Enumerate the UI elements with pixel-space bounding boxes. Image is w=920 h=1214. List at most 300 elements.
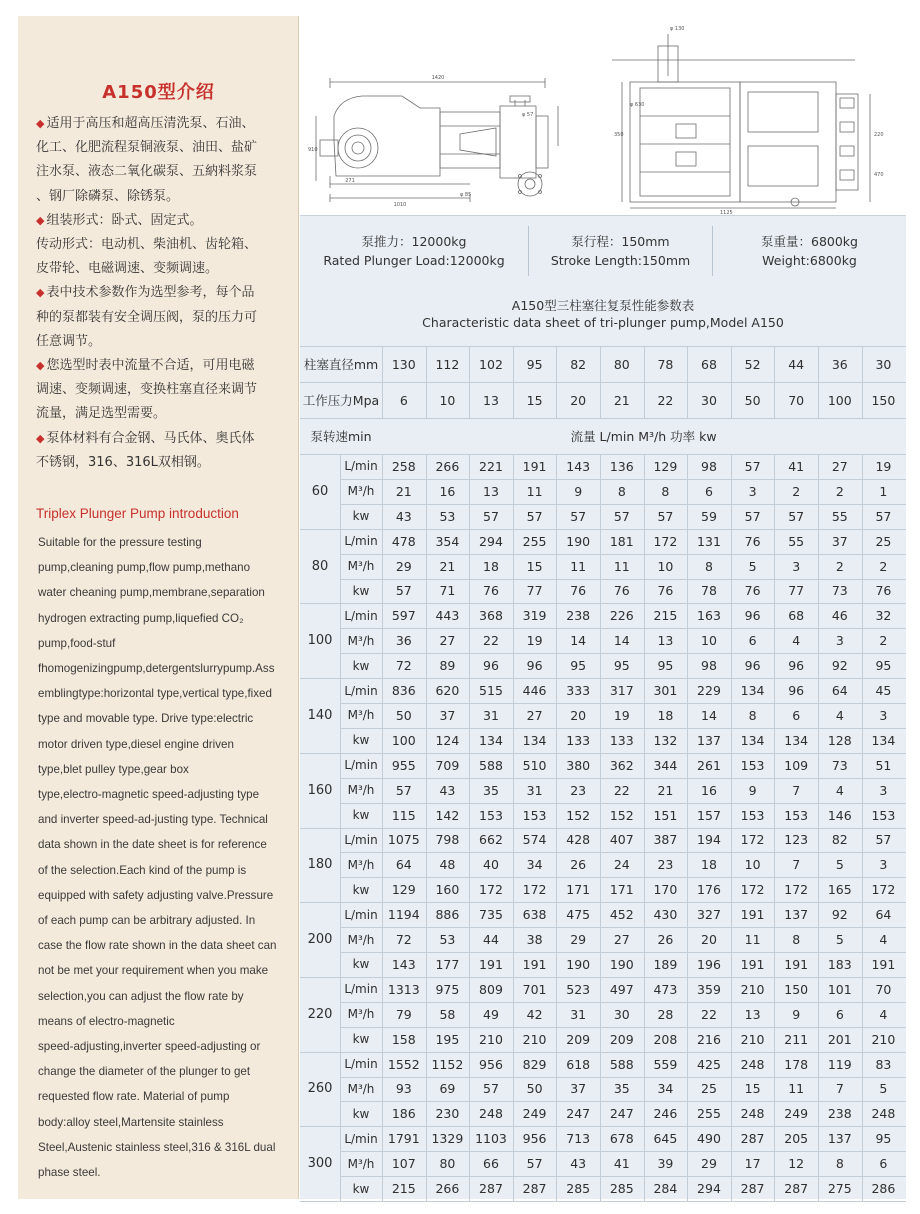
- table-title-cn: A150型三柱塞往复泵性能参数表: [511, 298, 695, 313]
- table-cell: 380: [566, 757, 591, 773]
- table-cell: 39: [657, 1156, 674, 1172]
- intro-cn-line: 任意调节。: [36, 333, 102, 349]
- table-cell: 76: [613, 583, 630, 599]
- table-cell: 2: [792, 483, 801, 499]
- table-cell: 95: [875, 658, 892, 674]
- table-cell: 76: [744, 583, 761, 599]
- table-cell: 73: [831, 583, 848, 599]
- table-cell: 26: [570, 857, 587, 873]
- table-cell: 5: [835, 857, 844, 873]
- intro-cn-line: ◆ 适用于高压和超高压清洗泵、石油、: [36, 112, 298, 136]
- working-pressure-cell: 13: [483, 392, 499, 408]
- table-cell: 13: [483, 483, 499, 499]
- table-cell: 172: [653, 533, 678, 549]
- table-cell: 44: [483, 932, 499, 948]
- table-cell: 829: [522, 1056, 547, 1072]
- table-cell: 57: [526, 1156, 543, 1172]
- table-cell: 22: [483, 633, 499, 649]
- table-cell: 8: [617, 483, 626, 499]
- table-cell: 247: [566, 1106, 591, 1122]
- table-cell: 27: [613, 932, 630, 948]
- table-cell: 8: [705, 558, 713, 574]
- table-cell: 287: [479, 1181, 503, 1197]
- pump-speed-cell: 140: [307, 707, 333, 723]
- dim-diameter-130: φ 130: [670, 26, 685, 32]
- table-cell: 95: [570, 658, 587, 674]
- table-cell: 31: [570, 1006, 587, 1022]
- plunger-diameter-cell: 44: [788, 356, 805, 372]
- table-cell: 18: [657, 707, 674, 723]
- table-cell: 713: [566, 1131, 591, 1147]
- table-cell: 266: [435, 1181, 460, 1197]
- unit-cell: M³/h: [347, 857, 375, 872]
- plunger-diameter-cell: 30: [875, 356, 892, 372]
- table-cell: 37: [831, 533, 848, 549]
- table-cell: 137: [697, 732, 721, 748]
- table-cell: 229: [697, 683, 721, 699]
- table-grid-line: [731, 454, 732, 1201]
- table-grid-line: [644, 346, 645, 418]
- table-cell: 523: [566, 981, 591, 997]
- table-cell: 238: [827, 1106, 852, 1122]
- table-cell: 3: [879, 857, 888, 873]
- table-cell: 574: [522, 832, 547, 848]
- table-cell: 6: [792, 707, 801, 723]
- table-cell: 14: [570, 633, 587, 649]
- table-title: [300, 297, 906, 331]
- intro-cn-line: 注水泵、液态二氧化碳泵、五納料浆泵: [36, 164, 258, 180]
- table-cell: 64: [875, 907, 892, 923]
- intro-en-line: hydrogen extracting pump,liquefied CO₂: [38, 611, 244, 625]
- table-cell: 428: [566, 832, 591, 848]
- table-cell: 170: [653, 882, 678, 898]
- table-cell: 190: [566, 956, 591, 972]
- dim-base-offset: 271: [345, 178, 355, 184]
- intro-en-line: type,electro-magnetic speed-adjusting type: [38, 788, 260, 802]
- table-cell: 176: [697, 882, 721, 898]
- table-cell: 107: [391, 1156, 416, 1172]
- table-cell: 133: [609, 732, 634, 748]
- table-cell: 57: [526, 508, 543, 524]
- table-cell: 57: [570, 508, 587, 524]
- table-cell: 285: [566, 1181, 591, 1197]
- table-cell: 189: [653, 956, 678, 972]
- table-cell: 1791: [387, 1131, 420, 1147]
- table-cell: 57: [657, 508, 674, 524]
- table-cell: 49: [483, 1006, 499, 1022]
- table-cell: 71: [439, 583, 456, 599]
- table-cell: 24: [613, 857, 630, 873]
- table-cell: 226: [609, 608, 634, 624]
- english-introduction: [38, 530, 308, 1185]
- table-cell: 76: [744, 533, 761, 549]
- table-cell: 6: [879, 1156, 888, 1172]
- table-cell: 211: [784, 1031, 809, 1047]
- table-cell: 362: [609, 757, 634, 773]
- table-cell: 191: [740, 907, 765, 923]
- table-cell: 134: [740, 683, 765, 699]
- table-cell: 165: [827, 882, 852, 898]
- table-cell: 327: [697, 907, 721, 923]
- intro-cn-line: 、钢厂除磷泵、除锈泵。: [36, 188, 180, 204]
- table-grid-line: [469, 454, 470, 1201]
- table-cell: 3: [792, 558, 801, 574]
- working-pressure-cell: 20: [570, 392, 587, 408]
- table-cell: 209: [566, 1031, 591, 1047]
- table-cell: 588: [609, 1056, 634, 1072]
- table-cell: 143: [566, 458, 591, 474]
- plunger-diameter-cell: 80: [613, 356, 630, 372]
- table-cell: 354: [435, 533, 460, 549]
- table-cell: 255: [697, 1106, 721, 1122]
- table-cell: 559: [653, 1056, 678, 1072]
- table-cell: 31: [526, 782, 543, 798]
- table-cell: 9: [792, 1006, 801, 1022]
- table-cell: 72: [395, 932, 412, 948]
- table-cell: 98: [701, 458, 717, 474]
- table-cell: 38: [526, 932, 543, 948]
- table-cell: 25: [875, 533, 892, 549]
- table-cell: 77: [788, 583, 805, 599]
- intro-en-line: selection,you can adjust the flow rate by: [38, 989, 244, 1003]
- dim-depth: 1125: [720, 210, 733, 216]
- table-cell: 210: [479, 1031, 503, 1047]
- working-pressure-cell: 70: [788, 392, 805, 408]
- table-cell: 4: [835, 782, 844, 798]
- dim-flange-height: 470: [874, 172, 884, 178]
- dim-diameter-630: φ 630: [630, 102, 645, 108]
- table-cell: 248: [740, 1056, 765, 1072]
- table-cell: 191: [479, 956, 503, 972]
- table-cell: 255: [522, 533, 547, 549]
- table-cell: 13: [744, 1006, 761, 1022]
- table-cell: 588: [479, 757, 503, 773]
- table-cell: 284: [653, 1181, 678, 1197]
- table-cell: 215: [391, 1181, 416, 1197]
- table-cell: 96: [526, 658, 543, 674]
- intro-en-line: case the flow rate shown in the data sheet can: [38, 939, 277, 953]
- working-pressure-cell: 50: [744, 392, 761, 408]
- intro-cn-line: 不锈钢，316、316L双相钢。: [36, 454, 210, 470]
- intro-cn-line: 调速、变频调速，变换柱塞直径来调节: [36, 382, 258, 398]
- table-cell: 43: [570, 1156, 587, 1172]
- table-cell: 208: [653, 1031, 678, 1047]
- table-cell: 190: [566, 533, 591, 549]
- table-cell: 497: [609, 981, 634, 997]
- spec-weight-en: Weight:6800kg: [762, 253, 857, 268]
- table-cell: 134: [871, 732, 896, 748]
- table-cell: 18: [483, 558, 499, 574]
- pump-speed-cell: 180: [307, 857, 333, 873]
- working-pressure-cell: 30: [701, 392, 717, 408]
- table-cell: 20: [570, 707, 587, 723]
- table-cell: 430: [653, 907, 678, 923]
- intro-en-line: means of electro-magnetic: [38, 1014, 175, 1028]
- working-pressure-label: 工作压力Mpa: [302, 393, 380, 408]
- table-cell: 2: [879, 633, 888, 649]
- table-cell: 82: [831, 832, 848, 848]
- table-cell: 5: [835, 932, 844, 948]
- table-cell: 92: [831, 658, 848, 674]
- table-cell: 29: [570, 932, 587, 948]
- table-cell: 15: [526, 558, 543, 574]
- table-cell: 2: [835, 558, 844, 574]
- table-grid-line: [862, 346, 863, 418]
- table-cell: 96: [483, 658, 499, 674]
- dim-flange-spacing: 220: [874, 132, 884, 138]
- table-cell: 4: [879, 1006, 888, 1022]
- plunger-diameter-cell: 95: [526, 356, 543, 372]
- table-cell: 43: [439, 782, 456, 798]
- plunger-diameter-cell: 52: [744, 356, 761, 372]
- table-cell: 133: [566, 732, 591, 748]
- unit-cell: M³/h: [347, 783, 375, 798]
- table-cell: 76: [875, 583, 892, 599]
- table-cell: 8: [748, 707, 757, 723]
- table-cell: 134: [522, 732, 547, 748]
- working-pressure-cell: 15: [526, 392, 543, 408]
- table-cell: 1: [879, 483, 888, 499]
- table-cell: 58: [439, 1006, 456, 1022]
- intro-en-line: and inverter speed-ad-justing type. Technical: [38, 813, 268, 827]
- table-cell: 57: [483, 508, 499, 524]
- english-intro-title: Triplex Plunger Pump introduction: [36, 506, 239, 521]
- dim-diameter-85: φ 85: [460, 192, 472, 198]
- table-cell: 344: [653, 757, 678, 773]
- plunger-diameter-cell: 36: [831, 356, 848, 372]
- table-cell: 294: [697, 1181, 721, 1197]
- table-grid-line: [818, 454, 819, 1201]
- table-cell: 95: [613, 658, 630, 674]
- dim-width: 350: [614, 132, 624, 138]
- table-cell: 620: [435, 683, 460, 699]
- table-cell: 76: [570, 583, 587, 599]
- table-cell: 30: [613, 1006, 630, 1022]
- table-cell: 638: [522, 907, 547, 923]
- table-cell: 153: [871, 807, 896, 823]
- table-cell: 131: [697, 533, 721, 549]
- table-cell: 956: [479, 1056, 503, 1072]
- intro-cn-line: 传动形式：电动机、柴油机、齿轮箱、: [36, 237, 258, 253]
- working-pressure-cell: 21: [613, 392, 630, 408]
- table-cell: 286: [871, 1181, 896, 1197]
- intro-cn-line: 流量，满足选型需要。: [36, 406, 167, 422]
- table-cell: 258: [391, 458, 416, 474]
- table-cell: 172: [479, 882, 503, 898]
- table-cell: 41: [613, 1156, 630, 1172]
- table-cell: 172: [522, 882, 547, 898]
- table-cell: 178: [784, 1056, 809, 1072]
- table-cell: 645: [653, 1131, 678, 1147]
- table-cell: 387: [653, 832, 678, 848]
- table-cell: 98: [701, 658, 717, 674]
- table-cell: 19: [875, 458, 892, 474]
- table-cell: 72: [395, 658, 412, 674]
- table-cell: 57: [788, 508, 805, 524]
- table-cell: 68: [788, 608, 805, 624]
- unit-cell: L/min: [344, 459, 378, 474]
- table-cell: 201: [827, 1031, 852, 1047]
- spec-stroke-length: [529, 220, 712, 282]
- table-cell: 191: [740, 956, 765, 972]
- table-cell: 69: [439, 1081, 456, 1097]
- table-cell: 158: [391, 1031, 416, 1047]
- table-cell: 246: [653, 1106, 678, 1122]
- table-cell: 11: [526, 483, 543, 499]
- intro-cn-line: ◆ 泵体材料有合金钢、马氏体、奥氏体: [36, 427, 298, 451]
- table-cell: 191: [522, 458, 547, 474]
- table-cell: 190: [609, 956, 634, 972]
- table-cell: 9: [574, 483, 583, 499]
- table-cell: 249: [784, 1106, 809, 1122]
- pump-speed-cell: 100: [307, 633, 333, 649]
- table-cell: 1194: [387, 907, 420, 923]
- table-cell: 261: [697, 757, 721, 773]
- table-grid-line: [862, 454, 863, 1201]
- dim-base-length: 1010: [393, 202, 407, 208]
- table-cell: 7: [792, 857, 801, 873]
- table-cell: 12: [788, 1156, 805, 1172]
- table-cell: 452: [609, 907, 634, 923]
- table-grid-line: [382, 346, 383, 418]
- unit-cell: L/min: [344, 832, 378, 847]
- table-cell: 95: [875, 1131, 892, 1147]
- table-cell: 153: [740, 807, 765, 823]
- table-cell: 160: [435, 882, 460, 898]
- table-cell: 21: [395, 483, 412, 499]
- table-cell: 109: [784, 757, 809, 773]
- table-cell: 146: [827, 807, 852, 823]
- intro-en-line: emblingtype:horizontal type,vertical type,fixed: [38, 687, 272, 701]
- working-pressure-cell: 22: [657, 392, 674, 408]
- table-cell: 172: [740, 832, 765, 848]
- table-cell: 59: [701, 508, 717, 524]
- table-cell: 8: [835, 1156, 844, 1172]
- table-cell: 287: [522, 1181, 547, 1197]
- table-cell: 37: [439, 707, 456, 723]
- table-cell: 7: [835, 1081, 844, 1097]
- plunger-diameter-cell: 82: [570, 356, 587, 372]
- table-cell: 57: [875, 508, 892, 524]
- intro-en-line: data shown in the date sheet is for reference: [38, 838, 267, 852]
- table-cell: 510: [522, 757, 547, 773]
- pump-speed-label: 泵转速min: [310, 429, 372, 444]
- unit-cell: kw: [352, 509, 370, 524]
- table-grid-line: [340, 454, 341, 1201]
- table-cell: 7: [792, 782, 801, 798]
- unit-cell: L/min: [344, 1057, 378, 1072]
- table-cell: 93: [395, 1081, 412, 1097]
- table-cell: 57: [744, 458, 761, 474]
- table-cell: 294: [479, 533, 503, 549]
- table-cell: 16: [701, 782, 717, 798]
- table-cell: 14: [701, 707, 717, 723]
- pump-speed-cell: 200: [307, 932, 333, 948]
- unit-cell: L/min: [344, 758, 378, 773]
- unit-cell: M³/h: [347, 708, 375, 723]
- table-cell: 153: [740, 757, 765, 773]
- table-cell: 89: [439, 658, 456, 674]
- plunger-diameter-label: 柱塞直径mm: [303, 357, 379, 372]
- table-cell: 191: [784, 956, 809, 972]
- table-cell: 473: [653, 981, 678, 997]
- table-cell: 132: [653, 732, 678, 748]
- table-cell: 78: [701, 583, 717, 599]
- intro-cn-line: 皮带轮、电磁调速、变频调速。: [36, 261, 219, 277]
- unit-cell: kw: [352, 658, 370, 673]
- table-cell: 287: [784, 1181, 809, 1197]
- table-cell: 23: [570, 782, 587, 798]
- spec-plunger-load: [300, 220, 528, 282]
- table-cell: 57: [483, 1081, 499, 1097]
- table-cell: 956: [522, 1131, 547, 1147]
- table-grid-line: [556, 346, 557, 418]
- intro-en-line: phase steel.: [38, 1166, 101, 1180]
- table-cell: 134: [740, 732, 765, 748]
- table-cell: 475: [566, 907, 591, 923]
- table-cell: 14: [613, 633, 630, 649]
- pump-speed-cell: 60: [311, 483, 329, 499]
- table-cell: 9: [748, 782, 757, 798]
- table-cell: 41: [788, 458, 805, 474]
- table-cell: 1075: [387, 832, 420, 848]
- table-cell: 57: [613, 508, 630, 524]
- table-grid-line: [513, 346, 514, 418]
- table-cell: 275: [827, 1181, 852, 1197]
- table-cell: 21: [657, 782, 674, 798]
- table-cell: 57: [744, 508, 761, 524]
- table-title-en: Characteristic data sheet of tri-plunger pump,Model A150: [422, 315, 784, 330]
- table-cell: 32: [875, 608, 892, 624]
- unit-cell: L/min: [344, 907, 378, 922]
- working-pressure-cell: 10: [439, 392, 456, 408]
- table-cell: 152: [609, 807, 634, 823]
- table-cell: 4: [879, 932, 888, 948]
- spec-stroke-length-cn: 泵行程：150mm: [571, 234, 670, 249]
- table-cell: 618: [566, 1056, 591, 1072]
- intro-cn-line: ◆ 组装形式：卧式、固定式。: [36, 209, 298, 233]
- table-cell: 64: [395, 857, 412, 873]
- table-cell: 248: [740, 1106, 765, 1122]
- table-cell: 21: [439, 558, 456, 574]
- table-cell: 96: [788, 658, 805, 674]
- table-cell: 515: [479, 683, 503, 699]
- table-cell: 46: [831, 608, 848, 624]
- table-grid-line: [687, 454, 688, 1201]
- table-cell: 101: [827, 981, 852, 997]
- pump-speed-cell: 160: [307, 782, 333, 798]
- dim-overall-length: 1420: [431, 75, 445, 81]
- table-cell: 57: [395, 583, 412, 599]
- table-cell: 301: [653, 683, 678, 699]
- table-cell: 43: [395, 508, 412, 524]
- table-cell: 119: [827, 1056, 852, 1072]
- table-grid-line: [731, 346, 732, 418]
- table-cell: 287: [740, 1181, 765, 1197]
- table-cell: 66: [483, 1156, 499, 1172]
- table-cell: 22: [701, 1006, 717, 1022]
- unit-cell: M³/h: [347, 932, 375, 947]
- table-cell: 96: [744, 608, 761, 624]
- table-cell: 10: [701, 633, 717, 649]
- unit-cell: M³/h: [347, 1081, 375, 1096]
- table-cell: 100: [391, 732, 416, 748]
- table-cell: 153: [784, 807, 809, 823]
- table-cell: 177: [435, 956, 460, 972]
- working-pressure-cell: 150: [871, 392, 896, 408]
- table-cell: 1313: [387, 981, 420, 997]
- intro-en-line: pump,food-stuf: [38, 636, 116, 650]
